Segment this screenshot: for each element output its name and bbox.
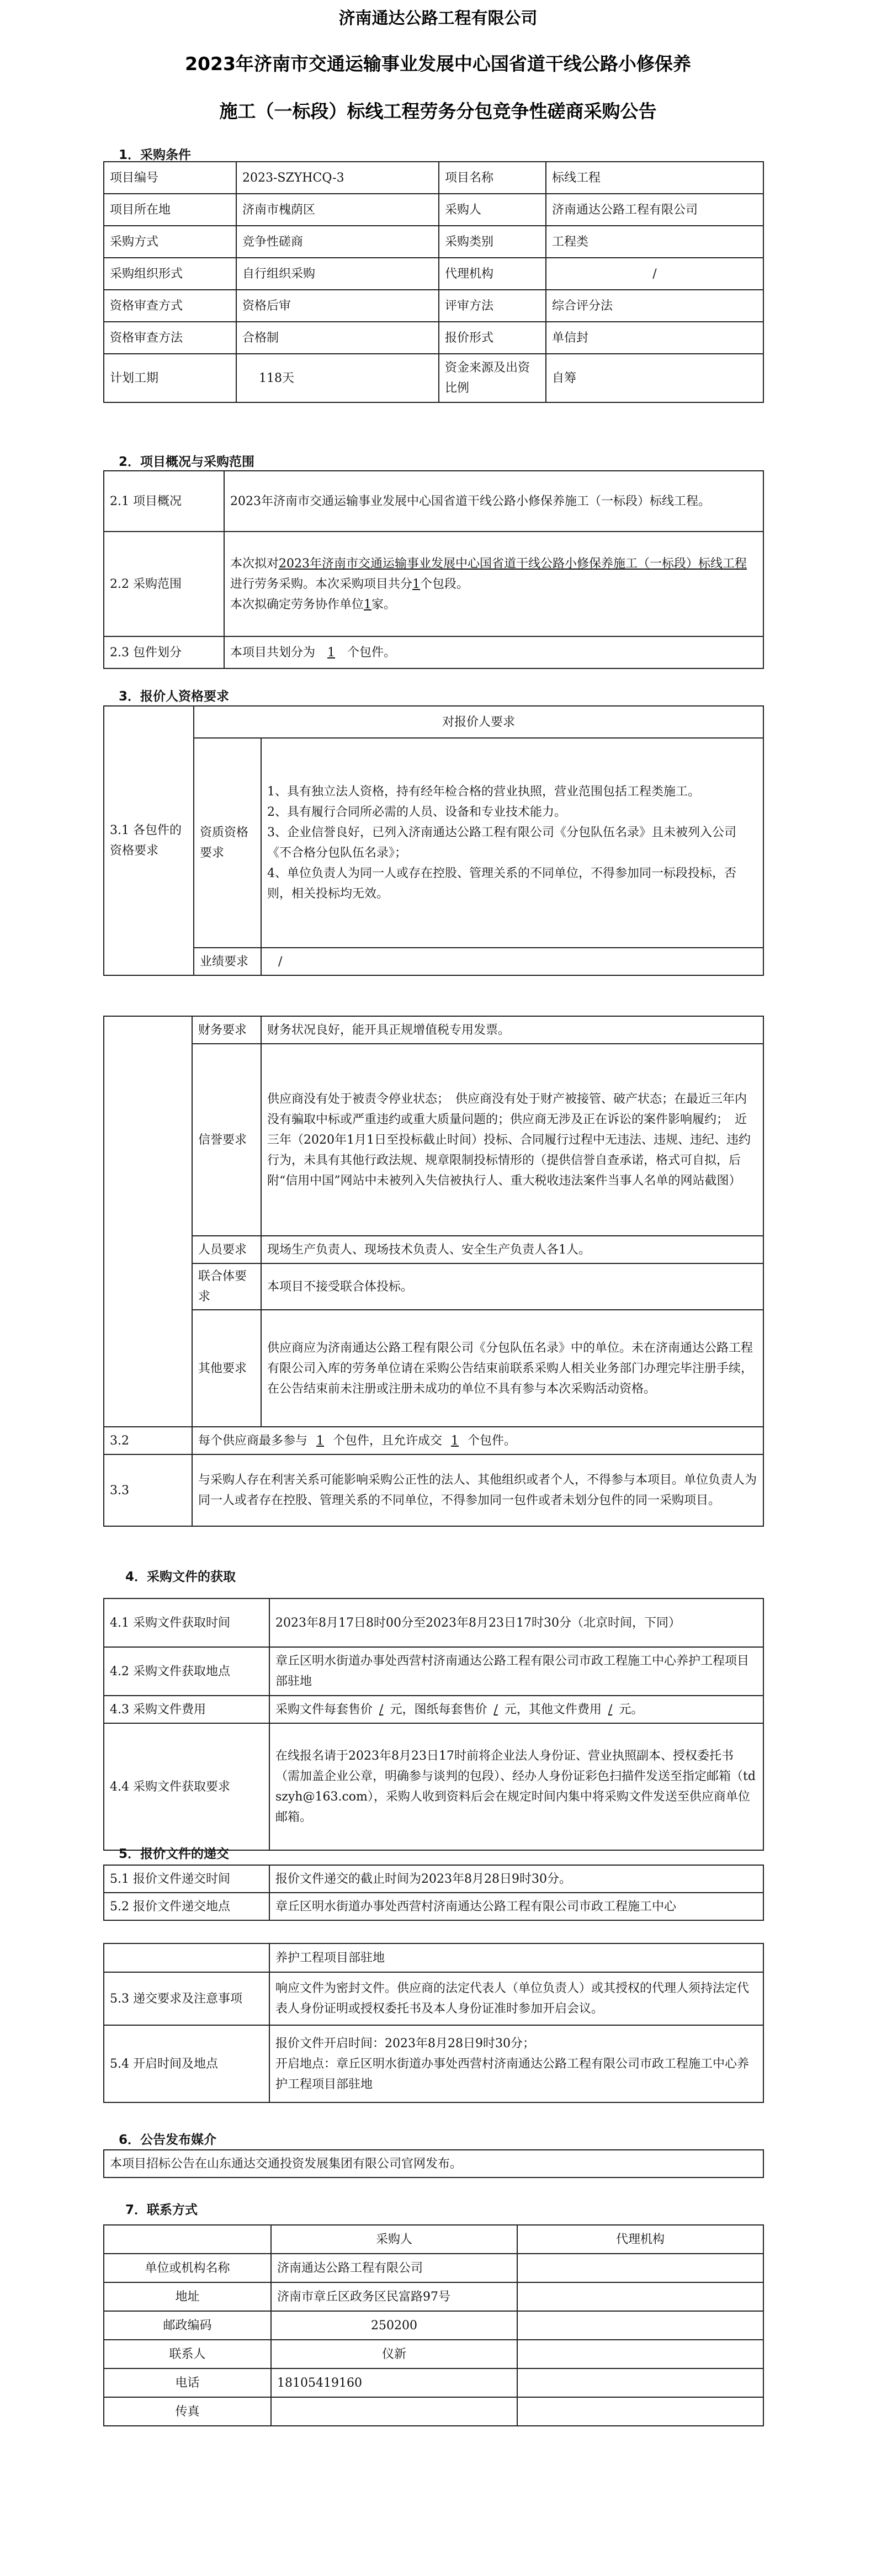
- cell-value: [224, 636, 763, 668]
- table-row: [104, 636, 763, 668]
- table-row: [104, 1723, 763, 1850]
- section-5-heading: 5．报价文件的递交: [119, 1847, 230, 1861]
- cell-label: 3.2: [104, 1427, 192, 1454]
- cell-value: 综合评分法: [546, 290, 763, 322]
- cell-value: 供应商没有处于被责令停业状态； 供应商没有处于财产被接管、破产状态；在最近三年内没有骗取中标或严重违约或重大质量问题的；供应商无涉及正在诉讼的案件影响履约； 近三年（2020年1月1日至投标截止时间）投标、合同履行过程中无违法、违规、违纪、违约行为，未具有其他行政法规、规章限制投标情形的（提供信誉自查承诺，格式可自拟，后附“信用中国”网站中未被列入失信被执行人、重大税收违法案件当事人名单的网站截图）: [261, 1044, 763, 1236]
- limit-text-pre: 每个供应商最多参与: [198, 1433, 308, 1448]
- cell-value: /: [546, 258, 763, 290]
- cell-value: [517, 2340, 763, 2368]
- table-row: [104, 948, 763, 975]
- fee-drawing: /: [493, 1702, 498, 1717]
- table-row: [104, 1310, 763, 1427]
- table-row: [104, 1943, 763, 1972]
- cell-label: 5.2 报价文件递交地点: [104, 1893, 269, 1920]
- opening-time: 报价文件开启时间：2023年8月28日9时30分；: [275, 2036, 535, 2051]
- qualification-table-b: [103, 1016, 764, 1527]
- cell-blank: [104, 1943, 269, 1972]
- table-row: [104, 1972, 763, 2025]
- fee-text: 元，图纸每套售价: [390, 1702, 487, 1717]
- cell-value: 本项目招标公告在山东通达交通投资发展集团有限公司官网发布。: [104, 2150, 763, 2177]
- cell-label: 项目名称: [439, 162, 546, 194]
- cell-value: 本项目不接受联合体投标。: [261, 1263, 763, 1310]
- cell-label: 采购组织形式: [104, 258, 236, 290]
- cell-value: 供应商应为济南通达公路工程有限公司《分包队伍名录》中的单位。未在济南通达公路工程有限公司入库的劳务单位请在采购公告结束前联系采购人相关业务部门办理完毕注册手续，在公告结束前未注册或注册未成功的单位不具有参与本次采购活动资格。: [261, 1310, 763, 1427]
- cell-label: 计划工期: [104, 354, 236, 402]
- table-row: [104, 354, 763, 402]
- cell-label: 采购方式: [104, 226, 236, 258]
- table-row: [104, 1598, 763, 1647]
- table-row: [104, 1044, 763, 1236]
- cell-value: [517, 2311, 763, 2340]
- table-row: [104, 1865, 763, 1893]
- cell-value: 济南通达公路工程有限公司: [271, 2254, 517, 2282]
- fee-other: /: [608, 1702, 613, 1717]
- table-row: [104, 2368, 763, 2397]
- table-row: [104, 258, 763, 290]
- cell-value: 118天: [236, 354, 439, 402]
- cell-value: 在线报名请于2023年8月23日17时前将企业法人身份证、营业执照副本、授权委托书（需加盖企业公章，明确参与谈判的包段）、经办人身份证彩色扫描件发送至指定邮箱（tdszyh@163.com），采购人收到资料后会在规定时间内集中将采购文件发送至供应商单位邮箱。: [269, 1723, 763, 1850]
- submission-table-a: [103, 1865, 764, 1921]
- package-text-pre: 本项目共划分为: [230, 645, 316, 660]
- cell-label: 其他要求: [192, 1310, 261, 1427]
- table-row: [104, 1263, 763, 1310]
- cell-value: 标线工程: [546, 162, 763, 194]
- cell-value: 章丘区明水街道办事处西营村济南通达公路工程有限公司市政工程施工中心养护工程项目部驻地: [269, 1647, 763, 1696]
- media-table: [103, 2149, 764, 2178]
- table-row: [104, 471, 763, 532]
- cell-label: 业绩要求: [194, 948, 261, 975]
- cell-header: 对报价人要求: [194, 706, 763, 738]
- cell-label: 电话: [104, 2368, 271, 2397]
- qualification-table-a: [103, 705, 764, 976]
- cell-value: [517, 2397, 763, 2426]
- opening-place: 开启地点：章丘区明水街道办事处西营村济南通达公路工程有限公司市政工程施工中心养护工程项目部驻地: [275, 2057, 750, 2091]
- package-count: 1: [327, 645, 336, 660]
- section-6-heading: 6．公告发布媒介: [119, 2133, 217, 2147]
- cell-value: [271, 2397, 517, 2426]
- table-row: [104, 1016, 763, 1044]
- cell-value: 仪新: [271, 2340, 517, 2368]
- limit-count-2: 1: [451, 1433, 459, 1448]
- cell-label: 联系人: [104, 2340, 271, 2368]
- cell-value: 2023年8月17日8时00分至2023年8月23日17时30分（北京时间，下同）: [269, 1598, 763, 1647]
- section-7-heading: 7．联系方式: [125, 2203, 198, 2217]
- cell-label: 3.1 各包件的资格要求: [104, 706, 194, 975]
- qual-item: 4、单位负责人为同一人或存在控股、管理关系的不同单位，不得参加同一标段投标，否则，相关投标均无效。: [267, 867, 736, 901]
- table-row: [104, 162, 763, 194]
- cell-label: 4.2 采购文件获取地点: [104, 1647, 269, 1696]
- cell-value: 2023-SZYHCQ-3: [236, 162, 439, 194]
- cell-value: /: [261, 948, 763, 975]
- cell-value: 自行组织采购: [236, 258, 439, 290]
- table-row: [104, 1893, 763, 1920]
- table-row: [104, 1696, 763, 1723]
- cell-value: 报价文件递交的截止时间为2023年8月28日9时30分。: [269, 1865, 763, 1893]
- cell-value: 自筹: [546, 354, 763, 402]
- cell-label: 2.2 采购范围: [104, 532, 224, 636]
- cell-label: 资金来源及出资比例: [439, 354, 546, 402]
- cell-label: 采购人: [439, 194, 546, 226]
- scope-line2-pre: 本次拟确定劳务协作单位: [230, 597, 364, 612]
- table-row: [104, 2311, 763, 2340]
- cell-value: 财务状况良好，能开具正规增值税专用发票。: [261, 1016, 763, 1044]
- cell-label: 代理机构: [439, 258, 546, 290]
- cell-label: 5.4 开启时间及地点: [104, 2025, 269, 2102]
- cell-value: 现场生产负责人、现场技术负责人、安全生产负责人各1人。: [261, 1236, 763, 1263]
- section-3-heading: 3．报价人资格要求: [119, 689, 230, 704]
- notice-title-line2: 施工（一标段）标线工程劳务分包竞争性磋商采购公告: [219, 100, 657, 122]
- cell-label: 报价形式: [439, 322, 546, 354]
- cell-label: 5.1 报价文件递交时间: [104, 1865, 269, 1893]
- cell-blank: [104, 1016, 192, 1427]
- procurement-conditions-table: [103, 161, 764, 403]
- contact-table: [103, 2224, 764, 2426]
- cell-value: 济南市槐荫区: [236, 194, 439, 226]
- cell-value: 济南通达公路工程有限公司: [546, 194, 763, 226]
- limit-text-post: 个包件。: [468, 1433, 517, 1448]
- scope-partner-count: 1: [364, 597, 372, 612]
- cell-value: 济南市章丘区政务区民富路97号: [271, 2282, 517, 2311]
- cell-label: 邮政编码: [104, 2311, 271, 2340]
- cell-value: [517, 2254, 763, 2282]
- table-row: [104, 194, 763, 226]
- table-row: [104, 290, 763, 322]
- cell-label: 人员要求: [192, 1236, 261, 1263]
- section-1-heading: 1．采购条件: [119, 148, 192, 162]
- table-row: [104, 1647, 763, 1696]
- scope-text-post: 个包段。: [420, 577, 469, 591]
- cell-label: 采购类别: [439, 226, 546, 258]
- cell-value: [224, 532, 763, 636]
- table-row: [104, 2340, 763, 2368]
- cell-value: [517, 2282, 763, 2311]
- col-header-agency: 代理机构: [517, 2225, 763, 2254]
- cell-label: 4.3 采购文件费用: [104, 1696, 269, 1723]
- cell-label: 资格审查方式: [104, 290, 236, 322]
- cell-value: 250200: [271, 2311, 517, 2340]
- fee-doc: /: [379, 1702, 384, 1717]
- cell-value: [261, 738, 763, 948]
- table-row: [104, 2282, 763, 2311]
- cell-label: 地址: [104, 2282, 271, 2311]
- company-title: 济南通达公路工程有限公司: [338, 9, 538, 28]
- fee-text: 采购文件每套售价: [275, 1702, 373, 1717]
- cell-label: 5.3 递交要求及注意事项: [104, 1972, 269, 2025]
- scope-line2-post: 家。: [371, 597, 396, 612]
- package-text-post: 个包件。: [347, 645, 396, 660]
- qual-item: 1、具有独立法人资格，持有经年检合格的营业执照，营业范围包括工程类施工。: [267, 785, 700, 799]
- table-row: [104, 2025, 763, 2102]
- cell-label: 项目编号: [104, 162, 236, 194]
- cell-label: 2.1 项目概况: [104, 471, 224, 532]
- cell-label: 财务要求: [192, 1016, 261, 1044]
- table-row: [104, 322, 763, 354]
- table-row: [104, 2150, 763, 2177]
- table-row: [104, 532, 763, 636]
- table-row: [104, 706, 763, 738]
- col-header-purchaser: 采购人: [271, 2225, 517, 2254]
- project-overview-table: [103, 470, 764, 669]
- submission-table-b: [103, 1943, 764, 2103]
- table-row: [104, 1236, 763, 1263]
- cell-label: 联合体要求: [192, 1263, 261, 1310]
- cell-value: [517, 2368, 763, 2397]
- cell-label: 4.1 采购文件获取时间: [104, 1598, 269, 1647]
- qual-item: 3、企业信誉良好，已列入济南通达公路工程有限公司《分包队伍名录》且未被列入公司《不合格分包队伍名录》；: [267, 826, 736, 860]
- cell-value: 响应文件为密封文件。供应商的法定代表人（单位负责人）或其授权的代理人须持法定代表人身份证明或授权委托书及本人身份证准时参加开启会议。: [269, 1972, 763, 2025]
- cell-value: 与采购人存在利害关系可能影响采购公正性的法人、其他组织或者个人，不得参与本项目。单位负责人为同一人或者存在控股、管理关系的不同单位，不得参加同一包件或者未划分包件的同一采购项目。: [192, 1454, 763, 1526]
- cell-value: 工程类: [546, 226, 763, 258]
- cell-label: 单位或机构名称: [104, 2254, 271, 2282]
- cell-value: 合格制: [236, 322, 439, 354]
- fee-text: 元。: [619, 1702, 644, 1717]
- limit-text-mid: 个包件，且允许成交: [333, 1433, 443, 1448]
- section-2-heading: 2．项目概况与采购范围: [119, 455, 255, 469]
- table-row: [104, 738, 763, 948]
- notice-title-line1: 2023年济南市交通运输事业发展中心国省道干线公路小修保养: [185, 53, 691, 75]
- cell-label: 资格审查方法: [104, 322, 236, 354]
- cell-label: 资质资格要求: [194, 738, 261, 948]
- cell-value: 单信封: [546, 322, 763, 354]
- qual-item: 2、具有履行合同所必需的人员、设备和专业技术能力。: [267, 805, 566, 819]
- cell-label: 传真: [104, 2397, 271, 2426]
- cell-label: 信誉要求: [192, 1044, 261, 1236]
- cell-blank: [104, 2225, 271, 2254]
- cell-label: 评审方法: [439, 290, 546, 322]
- cell-value: 养护工程项目部驻地: [269, 1943, 763, 1972]
- scope-text-mid: 进行劳务采购。本次采购项目共分: [230, 577, 413, 591]
- cell-value: 竞争性磋商: [236, 226, 439, 258]
- cell-label: 项目所在地: [104, 194, 236, 226]
- cell-label: 3.3: [104, 1454, 192, 1526]
- cell-value: [269, 2025, 763, 2102]
- documents-table: [103, 1598, 764, 1851]
- scope-package-count: 1: [412, 577, 421, 591]
- table-row: [104, 226, 763, 258]
- cell-value: [269, 1696, 763, 1723]
- table-row: [104, 1427, 763, 1454]
- cell-value: [192, 1427, 763, 1454]
- cell-label: 4.4 采购文件获取要求: [104, 1723, 269, 1850]
- cell-value: 2023年济南市交通运输事业发展中心国省道干线公路小修保养施工（一标段）标线工程。: [224, 471, 763, 532]
- section-4-heading: 4．采购文件的获取: [125, 1570, 236, 1584]
- cell-value: 18105419160: [271, 2368, 517, 2397]
- table-row: [104, 2254, 763, 2282]
- cell-label: 2.3 包件划分: [104, 636, 224, 668]
- cell-value: 资格后审: [236, 290, 439, 322]
- cell-value: 章丘区明水街道办事处西营村济南通达公路工程有限公司市政工程施工中心: [269, 1893, 763, 1920]
- table-row: [104, 2225, 763, 2254]
- table-row: [104, 1454, 763, 1526]
- fee-text: 元，其他文件费用: [504, 1702, 602, 1717]
- scope-project-name: 2023年济南市交通运输事业发展中心国省道干线公路小修保养施工（一标段）标线工程: [279, 556, 747, 571]
- scope-text-pre: 本次拟对: [230, 556, 279, 571]
- limit-count-1: 1: [316, 1433, 325, 1448]
- table-row: [104, 2397, 763, 2426]
